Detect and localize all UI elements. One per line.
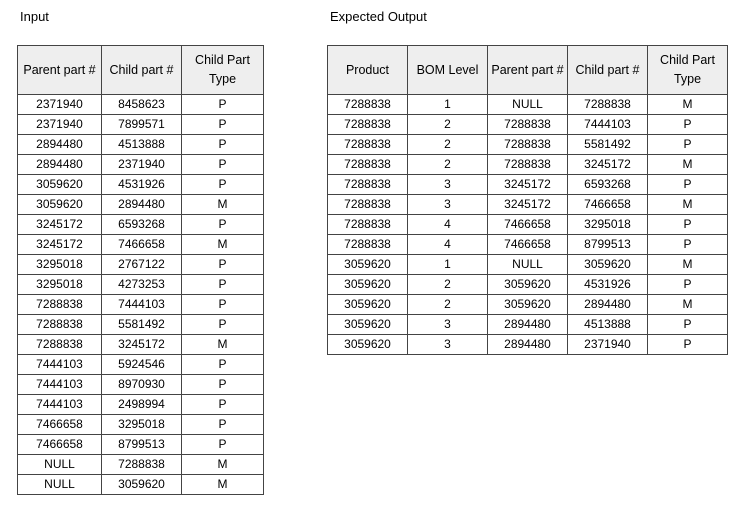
output-table-row [328, 195, 728, 215]
output-header-row [328, 46, 728, 95]
input-table-row [18, 415, 264, 435]
output-table-cell: 2894480 [488, 335, 568, 355]
input-table-cell: 4273253 [102, 275, 182, 295]
output-table-cell: M [648, 95, 728, 115]
input-table-cell: 3059620 [18, 195, 102, 215]
output-table-cell: 7288838 [328, 135, 408, 155]
output-table-cell: NULL [488, 255, 568, 275]
input-table-cell: P [182, 355, 264, 375]
output-table-cell: 4 [408, 215, 488, 235]
output-table-cell: P [648, 135, 728, 155]
input-table-cell: 2894480 [18, 155, 102, 175]
input-table-cell: 3059620 [102, 475, 182, 495]
input-table-row [18, 435, 264, 455]
output-table-cell: 7288838 [488, 115, 568, 135]
input-table-row [18, 195, 264, 215]
output-header-child-part: Child part # [568, 46, 648, 95]
input-table-cell: P [182, 255, 264, 275]
input-table-cell: 5581492 [102, 315, 182, 335]
input-table-row [18, 355, 264, 375]
output-table-row [328, 215, 728, 235]
input-table-cell: 2371940 [102, 155, 182, 175]
output-header-child-part-type: Child Part Type [648, 46, 728, 95]
input-table-cell: P [182, 315, 264, 335]
output-table-row [328, 115, 728, 135]
input-table-cell: 3245172 [18, 235, 102, 255]
output-table-cell: 2 [408, 135, 488, 155]
output-table-cell: 2894480 [568, 295, 648, 315]
input-table-cell: 2894480 [18, 135, 102, 155]
input-table-cell: 7444103 [18, 375, 102, 395]
output-table-cell: 3245172 [568, 155, 648, 175]
output-table-cell: 1 [408, 255, 488, 275]
output-table-row [328, 155, 728, 175]
output-table-cell: M [648, 255, 728, 275]
input-table-cell: P [182, 395, 264, 415]
output-table-cell: 7288838 [488, 135, 568, 155]
output-table-cell: M [648, 195, 728, 215]
output-table-cell: P [648, 235, 728, 255]
output-table-cell: 7444103 [568, 115, 648, 135]
expected-output-table [327, 45, 728, 355]
input-table-row [18, 375, 264, 395]
input-table-cell: 7444103 [18, 355, 102, 375]
output-table-cell: 3059620 [328, 315, 408, 335]
output-table-cell: P [648, 215, 728, 235]
input-table-cell: 8970930 [102, 375, 182, 395]
output-table-cell: 3059620 [328, 255, 408, 275]
input-table-row [18, 335, 264, 355]
input-caption: Input [20, 9, 49, 24]
output-table-cell: 7288838 [328, 195, 408, 215]
output-table-cell: P [648, 315, 728, 335]
output-table-cell: 7288838 [488, 155, 568, 175]
output-table-cell: 4 [408, 235, 488, 255]
output-table-cell: 7288838 [328, 95, 408, 115]
input-table-cell: P [182, 95, 264, 115]
output-table-cell: 3 [408, 175, 488, 195]
input-header-row [18, 46, 264, 95]
input-table-cell: 7288838 [18, 295, 102, 315]
output-table-cell: 2371940 [568, 335, 648, 355]
input-table-header [18, 46, 264, 95]
output-table-cell: 4531926 [568, 275, 648, 295]
input-table-cell: M [182, 455, 264, 475]
output-table-cell: 2 [408, 115, 488, 135]
output-table-cell: P [648, 115, 728, 135]
output-table-cell: 3059620 [568, 255, 648, 275]
output-table-cell: 3059620 [328, 275, 408, 295]
input-table-cell: P [182, 375, 264, 395]
output-table-cell: 3059620 [328, 335, 408, 355]
output-table-cell: 7466658 [488, 215, 568, 235]
input-table-row [18, 215, 264, 235]
input-table-cell: 2371940 [18, 95, 102, 115]
output-table-cell: 3059620 [328, 295, 408, 315]
input-table-cell: 2894480 [102, 195, 182, 215]
output-table-row [328, 95, 728, 115]
output-table-cell: 7288838 [328, 175, 408, 195]
input-table-row [18, 395, 264, 415]
input-table-cell: 3245172 [102, 335, 182, 355]
input-table-cell: M [182, 335, 264, 355]
output-table-cell: 7288838 [328, 215, 408, 235]
output-table-cell: 7288838 [328, 155, 408, 175]
input-table-cell: 7288838 [18, 315, 102, 335]
output-table-cell: P [648, 175, 728, 195]
input-table-cell: NULL [18, 455, 102, 475]
input-header-child-part-type: Child Part Type [182, 46, 264, 95]
input-table-cell: P [182, 415, 264, 435]
input-table-cell: P [182, 295, 264, 315]
input-table-body [18, 95, 264, 495]
output-table-row [328, 295, 728, 315]
input-table-row [18, 295, 264, 315]
output-table-cell: 7466658 [568, 195, 648, 215]
input-table-row [18, 155, 264, 175]
input-table-cell: 7466658 [18, 435, 102, 455]
output-table-cell: 3 [408, 195, 488, 215]
input-table-cell: 4513888 [102, 135, 182, 155]
input-table-cell: P [182, 155, 264, 175]
input-table-cell: 8799513 [102, 435, 182, 455]
input-table-row [18, 275, 264, 295]
output-table-cell: NULL [488, 95, 568, 115]
output-table-cell: 3 [408, 315, 488, 335]
input-table-cell: 4531926 [102, 175, 182, 195]
input-table-cell: 7444103 [18, 395, 102, 415]
output-header-bom-level: BOM Level [408, 46, 488, 95]
output-table-header [328, 46, 728, 95]
output-table-cell: P [648, 275, 728, 295]
input-table-cell: P [182, 435, 264, 455]
input-table-cell: 7288838 [18, 335, 102, 355]
input-table-row [18, 475, 264, 495]
output-table-cell: 7288838 [328, 235, 408, 255]
expected-output-caption: Expected Output [330, 9, 427, 24]
output-table-cell: 3245172 [488, 195, 568, 215]
input-header-child-part: Child part # [102, 46, 182, 95]
input-table-cell: NULL [18, 475, 102, 495]
input-table-cell: M [182, 195, 264, 215]
output-table-row [328, 255, 728, 275]
input-table-cell: 2498994 [102, 395, 182, 415]
input-table-row [18, 135, 264, 155]
input-table-row [18, 235, 264, 255]
input-table [17, 45, 264, 495]
input-table-row [18, 315, 264, 335]
output-table-cell: 3 [408, 335, 488, 355]
input-table-cell: 2767122 [102, 255, 182, 275]
output-table-row [328, 315, 728, 335]
output-table-cell: M [648, 295, 728, 315]
input-table-cell: 3295018 [102, 415, 182, 435]
input-table-cell: 3295018 [18, 275, 102, 295]
input-table-cell: 3245172 [18, 215, 102, 235]
output-table-cell: 3059620 [488, 275, 568, 295]
input-table-cell: 7288838 [102, 455, 182, 475]
input-table-cell: M [182, 235, 264, 255]
input-table-cell: 3059620 [18, 175, 102, 195]
input-table-row [18, 455, 264, 475]
output-table-cell: 7288838 [568, 95, 648, 115]
output-table-cell: 2 [408, 295, 488, 315]
input-table-cell: P [182, 215, 264, 235]
output-table-cell: 4513888 [568, 315, 648, 335]
input-table-cell: 7466658 [102, 235, 182, 255]
input-table-cell: P [182, 275, 264, 295]
output-table-row [328, 335, 728, 355]
output-header-parent-part: Parent part # [488, 46, 568, 95]
output-table-cell: 3059620 [488, 295, 568, 315]
input-table-cell: P [182, 175, 264, 195]
output-table-cell: P [648, 335, 728, 355]
output-table-row [328, 235, 728, 255]
input-table-cell: 2371940 [18, 115, 102, 135]
input-table-row [18, 255, 264, 275]
output-table-row [328, 175, 728, 195]
input-table-cell: P [182, 115, 264, 135]
input-table-row [18, 95, 264, 115]
input-table-cell: P [182, 135, 264, 155]
output-table-body [328, 95, 728, 355]
input-table-cell: 5924546 [102, 355, 182, 375]
output-table-cell: 7466658 [488, 235, 568, 255]
output-table-cell: 2894480 [488, 315, 568, 335]
output-table-cell: 1 [408, 95, 488, 115]
input-table-cell: 7444103 [102, 295, 182, 315]
input-table-cell: 6593268 [102, 215, 182, 235]
input-table-row [18, 115, 264, 135]
input-header-parent-part: Parent part # [18, 46, 102, 95]
output-table-cell: 5581492 [568, 135, 648, 155]
output-table-cell: 8799513 [568, 235, 648, 255]
output-table-cell: M [648, 155, 728, 175]
output-table-row [328, 135, 728, 155]
output-table-cell: 2 [408, 275, 488, 295]
output-table-cell: 2 [408, 155, 488, 175]
input-table-cell: M [182, 475, 264, 495]
input-table-cell: 7899571 [102, 115, 182, 135]
output-table-cell: 3245172 [488, 175, 568, 195]
output-table-row [328, 275, 728, 295]
input-table-row [18, 175, 264, 195]
output-table-cell: 7288838 [328, 115, 408, 135]
input-table-cell: 3295018 [18, 255, 102, 275]
output-header-product: Product [328, 46, 408, 95]
input-table-cell: 7466658 [18, 415, 102, 435]
output-table-cell: 6593268 [568, 175, 648, 195]
output-table-cell: 3295018 [568, 215, 648, 235]
input-table-cell: 8458623 [102, 95, 182, 115]
